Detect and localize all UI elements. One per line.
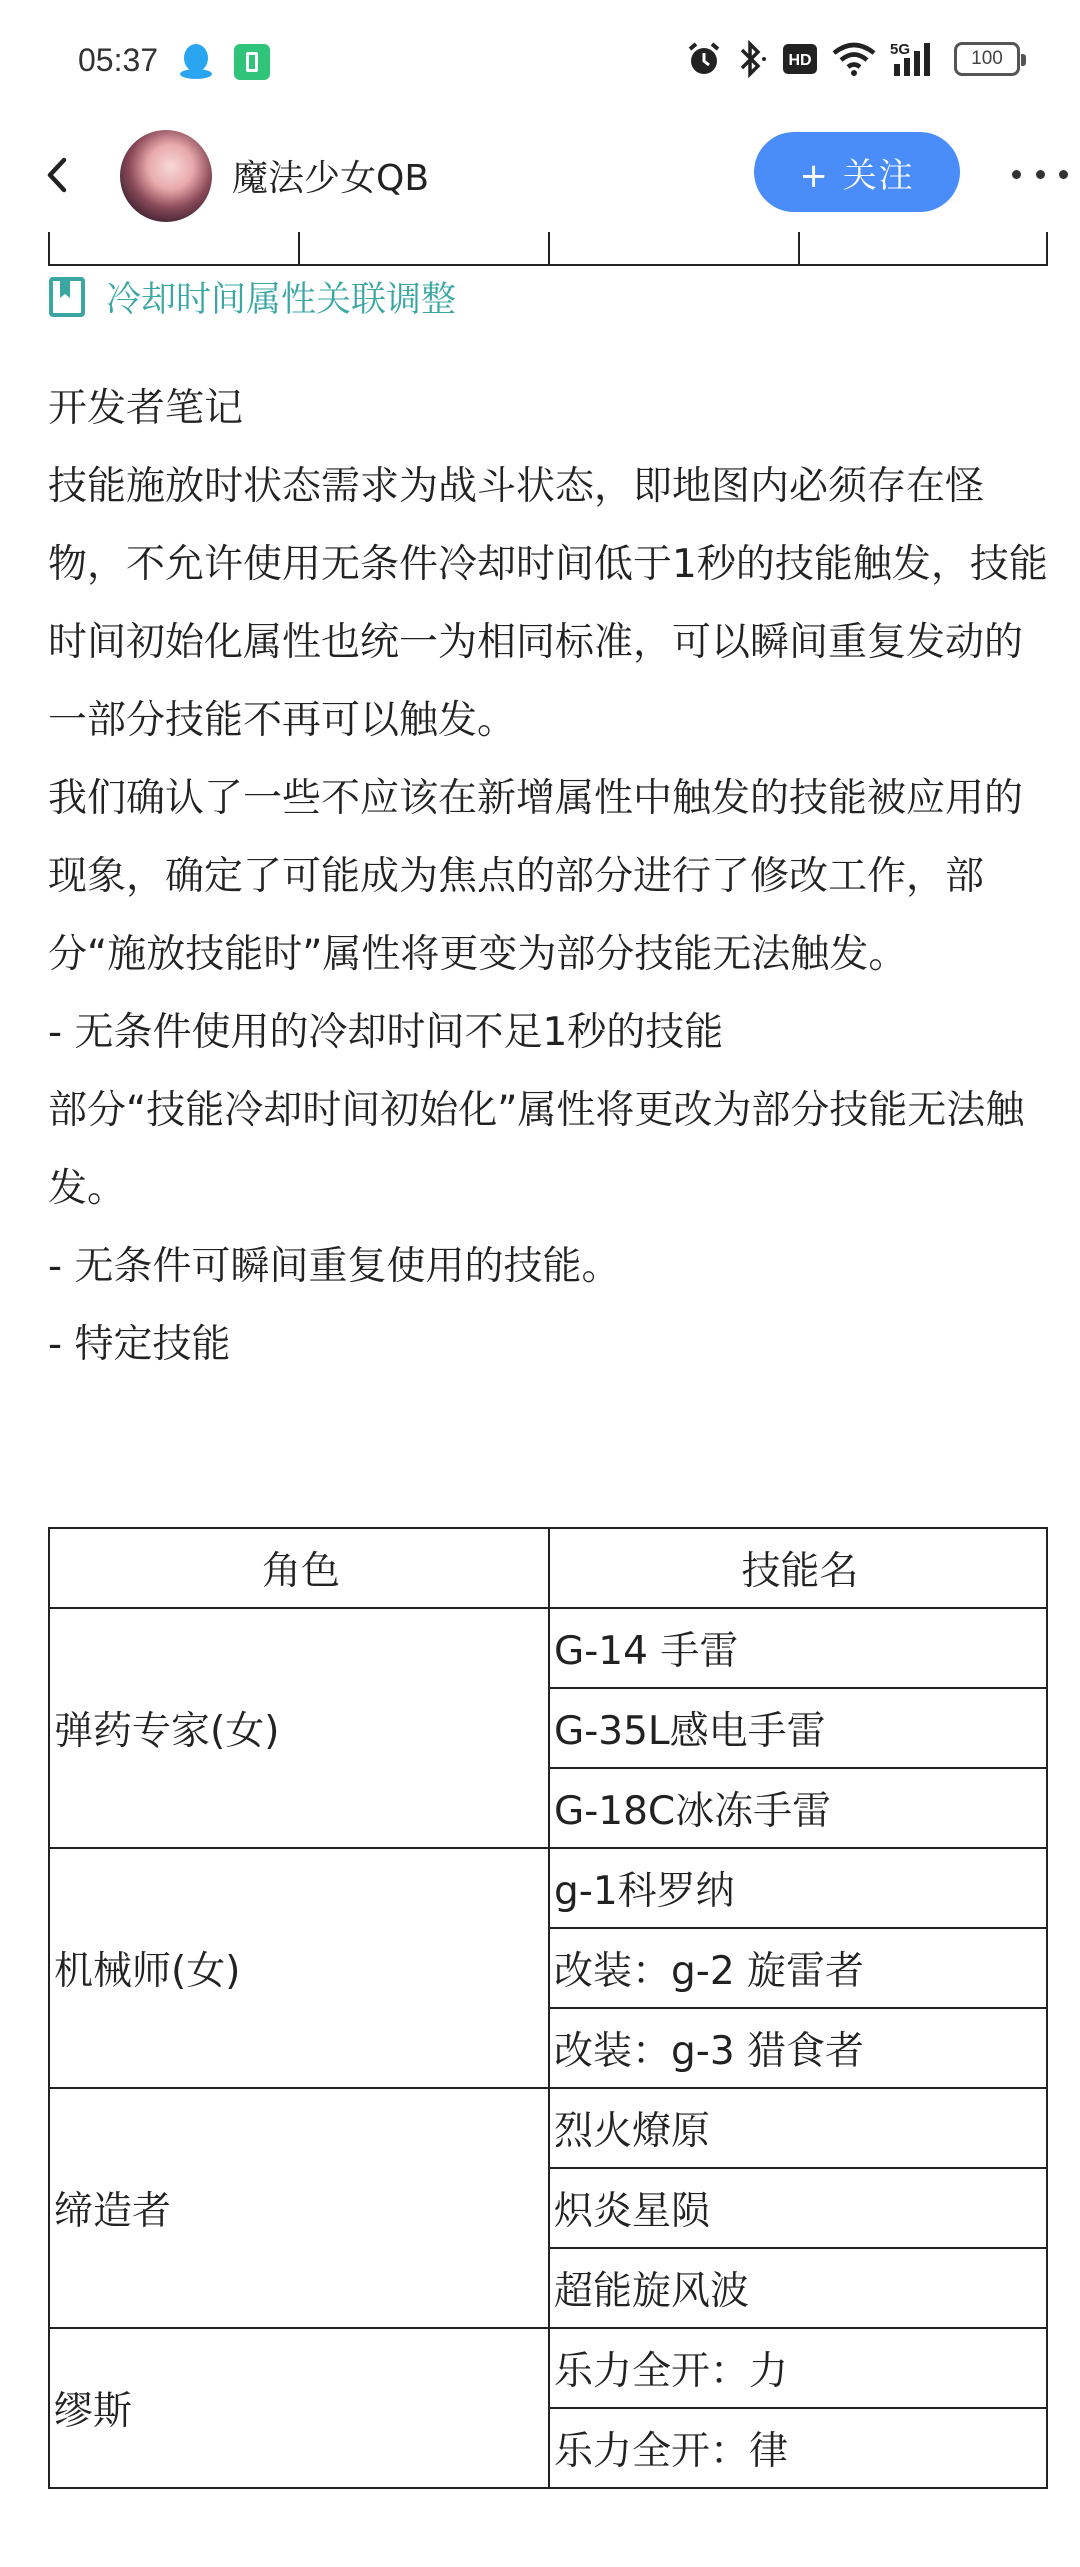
article-paragraph: 我们确认了一些不应该在新增属性中触发的技能被应用的现象，确定了可能成为焦点的部分进行了修改工作，部分“施放技能时”属性将更变为部分技能无法触发。 [48,776,1024,977]
more-dot [1012,170,1021,179]
follow-button[interactable]: + 关注 [754,132,960,212]
bluetooth-icon [736,40,768,78]
network-label: 5G [890,41,911,58]
bookmark-book-icon [48,276,86,318]
skill-cell: 乐力全开：力 [549,2328,1047,2408]
hd-label: HD [788,52,812,69]
table-row [49,1608,1047,1688]
system-icons [686,40,1020,78]
section-link-label: 冷却时间属性关联调整 [106,280,457,320]
article-title: 开发者笔记 [48,386,244,431]
more-dot [1059,170,1068,179]
role-cell: 缔造者 [49,2088,549,2328]
previous-table-fragment [48,232,1048,266]
battery-icon: 100 [954,42,1020,76]
more-dot [1036,170,1045,179]
status-time: 05:37 [78,42,159,78]
more-options-icon[interactable] [1012,154,1068,194]
skill-cell: g-1科罗纳 [549,1848,1047,1928]
5g-signal-icon [890,40,940,78]
username[interactable]: 魔法少女QB [232,158,430,199]
wifi-icon [832,41,876,77]
table-row [49,2088,1047,2168]
skill-cell: 改装：g-2 旋雷者 [549,1928,1047,2008]
post-header [0,120,1080,230]
status-bar [0,0,1080,120]
header-skill: 技能名 [549,1528,1047,1608]
role-cell: 缪斯 [49,2328,549,2488]
table-divider [798,232,800,264]
article-bullet: - 无条件可瞬间重复使用的技能。 [48,1244,621,1289]
role-cell: 机械师(女) [49,1848,549,2088]
table-header-row [49,1528,1047,1608]
avatar[interactable] [120,130,212,222]
alarm-icon [686,41,722,77]
skill-cell: 炽炎星陨 [549,2168,1047,2248]
article-body [48,370,1048,1384]
skill-cell: G-18C冰冻手雷 [549,1768,1047,1848]
qq-icon [178,42,214,80]
table-row [49,2328,1047,2408]
article-bullet: - 无条件使用的冷却时间不足1秒的技能 [48,1010,724,1055]
section-link[interactable] [48,272,456,322]
skill-cell: 烈火燎原 [549,2088,1047,2168]
battery-saver-app-icon [234,44,270,80]
back-arrow-icon[interactable] [34,150,84,200]
article-paragraph: 技能施放时状态需求为战斗状态，即地图内必须存在怪物，不允许使用无条件冷却时间低于1秒的技能触发，技能时间初始化属性也统一为相同标准，可以瞬间重复发动的一部分技能不再可以触发。 [48,464,1048,743]
article-bullet: - 特定技能 [48,1322,231,1367]
header-role: 角色 [49,1528,549,1608]
skill-cell: 改装：g-3 猎食者 [549,2008,1047,2088]
role-cell: 弹药专家(女) [49,1608,549,1848]
hd-icon [782,43,818,75]
skill-cell: 乐力全开：律 [549,2408,1047,2488]
table-divider [298,232,300,264]
skill-cell: G-35L感电手雷 [549,1688,1047,1768]
skill-cell: 超能旋风波 [549,2248,1047,2328]
table-row [49,1848,1047,1928]
article-paragraph: 部分“技能冷却时间初始化”属性将更改为部分技能无法触发。 [48,1088,1025,1211]
skills-table [48,1527,1048,2489]
skill-cell: G-14 手雷 [549,1608,1047,1688]
table-divider [548,232,550,264]
